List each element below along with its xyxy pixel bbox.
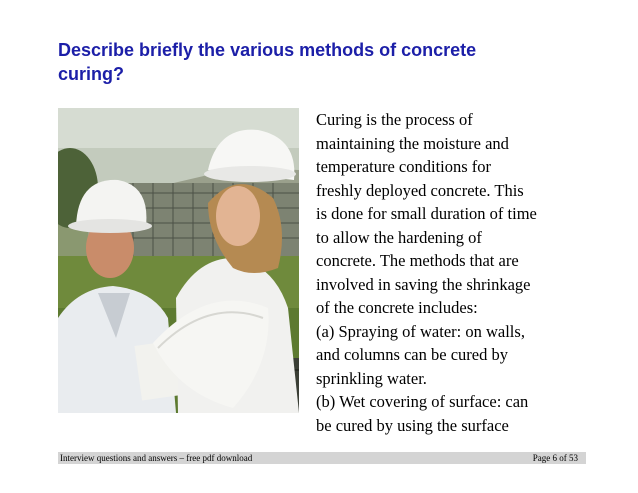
answer-text: Curing is the process of maintaining the moisture and temperature conditions for freshly deployed concrete. This is done for small duration of time to allow the hardening of concrete. The methods that are involved in saving the shrinkage of the concrete includes: (a) Spraying of water: on walls, and columns can be cured by sprinkling water. (b) Wet covering of surface: can be cured by using the surface: [316, 110, 537, 435]
footer-source-label: Interview questions and answers – free pdf download: [60, 453, 253, 463]
page-footer: [58, 452, 586, 464]
page-number: Page 6 of 53: [532, 453, 578, 463]
engineers-with-hardhats-photo: [58, 108, 299, 413]
question-heading: Describe briefly the various methods of concrete curing?: [58, 40, 477, 84]
